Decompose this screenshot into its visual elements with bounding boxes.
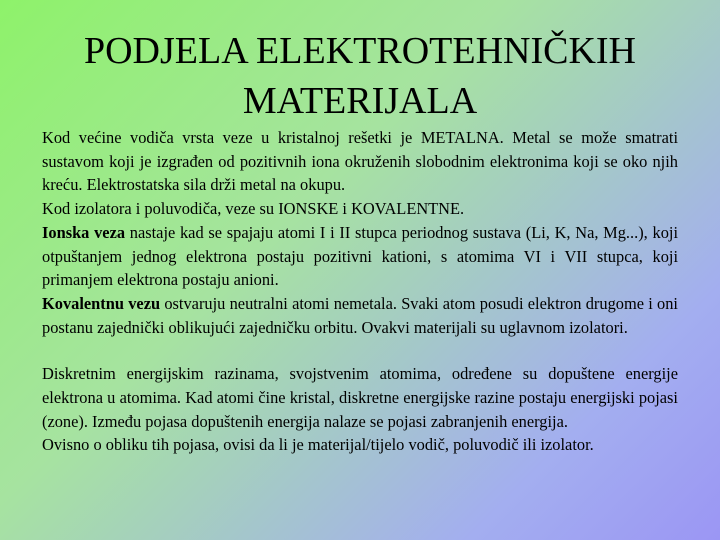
slide-body	[42, 126, 678, 457]
paragraph-covalent-bond	[42, 292, 678, 339]
paragraph-metallic-bond: Kod većine vodiča vrsta veze u kristalnoj rešetki je METALNA. Metal se može smatrati sustavom koji je izgrađen od pozitivnih iona okruženih slobodnim elektronima koji se oko njih kreću. Elektrostatska sila drži metal na okupu.	[42, 128, 678, 195]
paragraph-spacer	[42, 339, 678, 362]
slide-title-line-2: MATERIJALA	[242, 80, 478, 122]
paragraph-energy-levels: Diskretnim energijskim razinama, svojstvenim atomima, određene su dopuštene energije elektrona u atomima. Kad atomi čine kristal, diskretne energijske razine postaju energijski pojasi (zone). Između pojasa dopuštenih energija nalaze se pojasi zabranjenih energija.	[42, 364, 678, 431]
paragraph-insulator-bonds: Kod izolatora i poluvodiča, veze su IONSKE i KOVALENTNE.	[42, 199, 465, 219]
ionic-bond-text: nastaje kad se spajaju atomi I i II stupca periodnog sustava (Li, K, Na, Mg...), koji otpuštanjem jednog elektrona postaju pozitivni kationi, s atomima VI i VII stupca, koji primanjem elektrona postaju anioni.	[42, 222, 678, 290]
covalent-bond-term: Kovalentnu vezu	[42, 293, 161, 313]
paragraph-band-shape: Ovisno o obliku tih pojasa, ovisi da li je materijal/tijelo vodič, poluvodič ili izolator.	[42, 435, 594, 455]
paragraph-ionic-bond	[42, 221, 678, 292]
covalent-bond-text: ostvaruju neutralni atomi nemetala. Svaki atom posudi elektron drugome i oni postanu zajednički oblikujući zajedničku orbitu. Ovakvi materijali su uglavnom izolatori.	[42, 293, 678, 337]
slide-title	[20, 26, 700, 126]
slide-title-line-1: PODJELA ELEKTROTEHNIČKIH	[83, 30, 636, 72]
ionic-bond-term: Ionska veza	[42, 222, 126, 242]
